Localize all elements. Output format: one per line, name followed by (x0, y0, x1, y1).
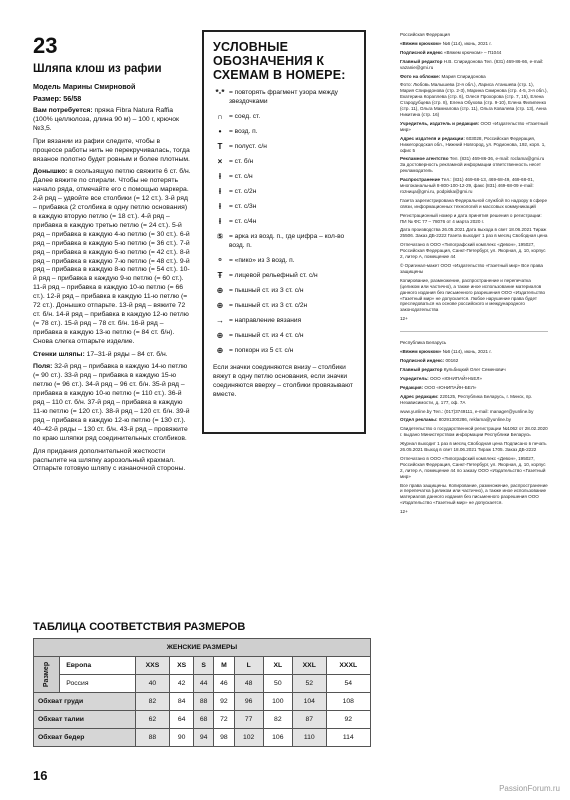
measure-cell: 94 (194, 729, 214, 747)
russia-size-cell: 40 (135, 675, 170, 693)
measure-cell: 62 (135, 711, 170, 729)
legend-text: = соед. ст. (229, 113, 261, 120)
imprint-text: №6 (114), июнь, 2021 г. (442, 40, 492, 46)
imprint-label: Рекламное агентство (400, 156, 450, 162)
imprint-text: Регистрационный номер и дата принятия решения о регистрации: ПИ № ФС 77 – 78076 от 4 марта 2020 г. (400, 212, 542, 224)
imprint-russia (400, 32, 548, 313)
age-rating-by: 12+ (400, 509, 408, 515)
size-table (33, 638, 371, 747)
materials-label: Вам потребуется: (33, 107, 93, 114)
legend-text: = ст. с/4н (229, 218, 257, 225)
imprint-belarus (400, 340, 548, 506)
imprint-text: «Вяжем крючком» – П1044 (443, 49, 502, 55)
measure-cell: 72 (214, 711, 234, 729)
europe-size-cell: S (194, 657, 214, 675)
legend-row (213, 346, 356, 355)
article-size: Размер: 56/58 (33, 94, 82, 103)
russia-size-cell: 42 (170, 675, 194, 693)
legend-row (213, 142, 356, 151)
finish-paragraph: Для придания дополнительной жесткости распылите на шляпку аэрозольный крахмал. Отпарьте готовую шляпу с изнаночной стороны. (33, 447, 186, 473)
measure-row (34, 711, 371, 729)
stitch-symbol-icon: ƚ (218, 217, 222, 226)
stitch-symbol-icon: *-* (215, 88, 225, 97)
legend-row (213, 256, 356, 265)
imprint-line (400, 367, 548, 373)
europe-row (34, 657, 371, 675)
legend-row (213, 217, 356, 226)
imprint-text: Газета зарегистрирована Федеральной службой по надзору в сфере связи, информационных технологий и массовых коммуникаций (400, 197, 548, 209)
imprint-label: Редакция: (400, 384, 425, 390)
measure-cell: 110 (292, 729, 326, 747)
imprint-text: Российская Федерация (400, 32, 450, 37)
imprint-line (400, 32, 548, 38)
europe-size-cell: XXXL (326, 657, 370, 675)
measure-cell: 98 (214, 729, 234, 747)
europe-size-cell: XXS (135, 657, 170, 675)
imprint-label: «Вяжем крючком» (400, 349, 443, 355)
imprint-line (400, 441, 548, 453)
symbols-legend (202, 30, 366, 434)
imprint-text: Н.В. Спиридонова Тел. (831) 469-86-66, e-mail: vazanie@gmi.ru (400, 58, 544, 70)
brim-label: Поля: (33, 363, 53, 371)
size-caption-row (34, 639, 371, 657)
article-number: 23 (33, 33, 58, 58)
measure-cell: 64 (170, 711, 194, 729)
legend-text: = ст. с/3н (229, 203, 257, 210)
imprint-line (400, 74, 548, 80)
imprint-text: Свидетельство о государственной регистрации №1062 от 28.02.2020 г. выдано Министерством информации Республики Беларусь (400, 426, 548, 438)
russia-size-cell: 48 (234, 675, 263, 693)
bottom-label: Донышко: (33, 168, 68, 176)
legend-text: = пышный ст. из 3 ст. с/н (229, 287, 304, 294)
intro-paragraph: При вязании из рафии следите, чтобы в процессе работы нить не перекручивалась, тогда вязаное полотно будет ровным и более плотным. (33, 137, 190, 163)
europe-size-cell: XXL (292, 657, 326, 675)
size-table-body (34, 639, 371, 747)
measure-cell: 106 (263, 729, 292, 747)
stitch-symbol-icon: ᵒ (218, 256, 222, 265)
europe-label: Европа (60, 657, 135, 675)
size-vertical-label (34, 657, 60, 693)
measure-cell: 100 (263, 693, 292, 711)
measure-cell: 92 (326, 711, 370, 729)
imprint-label: Распространение (400, 177, 442, 183)
stitch-symbol-icon: ⑤ (216, 232, 224, 241)
measure-label: Обхват бедер (34, 729, 136, 747)
legend-note: Если значки соединяются внизу – столбики вяжут в одну петлю основания, если значки соединяются вверху – столбики провязывают вместе. (213, 364, 353, 398)
russia-row (34, 675, 371, 693)
walls-label: Стенки шляпы: (33, 350, 85, 358)
europe-size-cell: M (214, 657, 234, 675)
legend-text: = ст. с/2н (229, 188, 257, 195)
imprint-line (400, 59, 548, 71)
legend-row (213, 172, 356, 181)
imprint-text: ООО «ЮНИПАЙН-БЕЛ» (429, 375, 482, 381)
age-rating-ru: 12+ (400, 316, 408, 322)
measure-cell: 96 (234, 693, 263, 711)
imprint-text: Кульбицкий Олег Семенович (443, 366, 506, 372)
brim-paragraph (33, 363, 191, 443)
legend-row (213, 202, 356, 211)
measure-cell: 88 (194, 693, 214, 711)
measure-cell: 92 (214, 693, 234, 711)
measure-cell: 108 (326, 693, 370, 711)
imprint-label: Главный редактор (400, 58, 444, 64)
russia-size-cell: 54 (326, 675, 370, 693)
stitch-symbol-icon: ƚ (218, 202, 222, 211)
measure-cell: 77 (234, 711, 263, 729)
imprint-label: Учредитель: (400, 375, 430, 381)
materials-text: пряжа Fibra Natura Raffia (100% целлюлоза, длина 90 м) – 100 г, крючок №3,5. (33, 107, 179, 132)
stitch-symbol-icon: • (218, 127, 222, 136)
measure-cell: 84 (170, 693, 194, 711)
imprint-text: Дата производства 26.05.2021 Дата выхода в свет 18.06.2021 Тираж 25506. Заказ ДБ-2222 Газета выходит 1 раз в месяц Свободная цена (400, 227, 548, 239)
russia-size-cell: 50 (263, 675, 292, 693)
legend-row (213, 187, 356, 196)
stitch-symbol-icon: → (216, 316, 224, 325)
legend-row (213, 127, 356, 136)
imprint-line (400, 198, 548, 210)
imprint-line (400, 483, 548, 507)
legend-text: = арка из возд. п., где цифра – кол-во возд. п. (229, 233, 345, 249)
brim-text: 32-й ряд – прибавка в каждую 14-ю петлю (= 90 ст.). 33-й ряд – прибавка в каждую 15-ю петлю (= 96 ст.). 34-й ряд – 96 ст. б/н. 35-й ряд – прибавка в каждую 10-ю петлю (= 110 ст.). 36-й ряд – 110 ст. б/н. 37-й ряд – прибавка в каждую 11-ю петлю (= 120 ст.). 38-й ряд – 120 ст. б/н. 39-й ряд – прибавка в каждую 12-ю петлю (= 130 ст.). 40–42-й ряды – 130 ст. б/н. 43-й ряд – провяжите по краю шляпки ряд соединительных столбиков. (33, 363, 190, 442)
legend-row (213, 271, 356, 280)
imprint-text: Республика Беларусь (400, 340, 447, 346)
imprint-text: Отпечатано в ООО «Типографский комплекс «Девон», 195027, Российская Федерация, Санкт-Петербург, ул. Якорная, д. 10, корпус 2, литер А, помещение 44 по заказу ООО «Издательство «Газетный мир» (400, 455, 546, 479)
imprint-text: Все права защищены. Копирование, размножение, распространение и перепечатка (целиком или частично), а также иное использование материалов данного издания без письменного разрешения ООО «Издательство «Газетный мир» не допускается. (400, 482, 548, 506)
imprint-text: © Оригинал-макет ООО «Издательство «Газетный мир» Все права защищены (400, 263, 543, 274)
imprint-text: Фото: Любовь Малышева (2-я обл.), Лариса Атаншева (стр. 1), Мария Спиридонова (стр. 2-3), Марина Смирнова (стр. 4-5, 3-я обл.), Екатерина Кораплева (стр. 6), Олеся Прохорова (стр. 7, 15), Елена Стародубцева (стр. 8), Елена Обухова (стр. 9-10), Елена Филипенко (стр. 11), Ольга Мамналова (стр. 11), Ольга Ковалева (стр. 13), Анна Никитина (стр. 16) (400, 82, 548, 117)
legend-row (213, 331, 356, 340)
bottom-text: в скользящую петлю свяжите 6 ст. б/н. Далее вяжите по спирали. Чтобы не потерять начало ряда, отмечайте его с помощью маркера. 2-й ряд – удвойте все столбики (= 12 ст.). 3-й ряд – прибавка (2 столбика в одну петлю основания) в каждую вторую петлю (= 18 ст.). 4-й ряд – прибавка в каждую третью петлю (= 24 ст.). 5-й ряд – прибавка в каждую 4-ю петлю (= 30 ст.). 6-й ряд – прибавка в каждую 5-ю петлю (= 36 ст.). 7-й ряд – прибавка в каждую 6-ю петлю (= 42 ст.). 8-й ряд – прибавка в каждую 7-ю петлю (= 48 ст.). 9-й ряд – прибавка в каждую 8-ю петлю (= 54 ст.). 10-й ряд – прибавка в каждую 9-ю петлю (= 60 ст.). 11-й ряд – прибавка в каждую 10-ю петлю (= 66 ст.). 12-й ряд – прибавка в каждую 11-ю петлю (= 72 ст.). Донышко отпарьте. 13-й ряд – вяжите 72 ст. б/н. 14-й ряд – прибавка в каждую 12-ю петлю (= 78 ст.). 15-й ряд – 78 ст. б/н. 16-й ряд – прибавка в каждую 13-ю петлю (= 84 ст. б/н). Снова слегка отпарьте изделие. (33, 168, 191, 345)
europe-size-cell: XL (263, 657, 292, 675)
stitch-symbol-icon: ⊕ (216, 346, 224, 355)
imprint-line (400, 50, 548, 56)
imprint-text: №6 (114), июнь, 2021 г. (442, 349, 492, 355)
imprint-line (400, 417, 548, 423)
legend-items (213, 88, 356, 355)
measure-label: Обхват талии (34, 711, 136, 729)
imprint-text: www.yunline.by Тел.: (017)3749111, e-mail: manager@yunline.by (400, 408, 534, 414)
measure-cell: 82 (263, 711, 292, 729)
imprint-line (400, 376, 548, 382)
legend-text: = пышный ст. из 3 ст. с/2н (229, 302, 308, 309)
imprint-line (400, 385, 548, 391)
imprint-text: Отпечатано в ООО «Типографский комплекс «Девон», 195027, Российская Федерация, Санкт-Петербург, ул. Якорная, д. 10, корпус 2, литер А, помещение 44 (400, 242, 546, 260)
measure-row (34, 729, 371, 747)
imprint-line (400, 82, 548, 117)
imprint-label: Адрес издателя и редакции: (400, 135, 467, 141)
imprint-line (400, 177, 548, 195)
bottom-paragraph (33, 168, 191, 346)
imprint-line (400, 358, 548, 364)
imprint-text: 603028, Российская Федерация, Нижегородская обл., Нижний Новгород, ул. Родионова, 192, корп. 1, офис 5 (400, 135, 546, 153)
imprint-text: ООО «ЮНИПАЙН-БЕЛ» (424, 384, 477, 390)
imprint-text: 00162 (445, 358, 459, 364)
imprint-text: ООО «Издательство «Газетный мир» (400, 120, 548, 132)
walls-text: 17–31-й ряды – 84 ст. б/н. (84, 350, 168, 358)
imprint-label: «Вяжем крючком» (400, 40, 443, 46)
russia-label: Россия (60, 675, 135, 693)
measure-label: Обхват груди (34, 693, 136, 711)
legend-text: = пышный ст. из 4 ст. с/н (229, 332, 304, 339)
stitch-symbol-icon: ƚ (218, 172, 222, 181)
stitch-symbol-icon: ⊕ (216, 286, 224, 295)
imprint-label: Отдел рекламы: (400, 417, 439, 423)
imprint-text: Копирование, размножение, распространение и перепечатка (целиком или частично), а также иное использование материалов данного издания без письменного разрешения ООО «Издательство «Газетный мир» не допускается. Любое нарушение права будет преследоваться на основе российского и международного законодательства (400, 277, 546, 313)
article-column (33, 34, 191, 478)
russia-size-cell: 46 (214, 675, 234, 693)
imprint-line (400, 41, 548, 47)
size-caption: ЖЕНСКИЕ РАЗМЕРЫ (34, 639, 371, 657)
stitch-symbol-icon: ⊕ (216, 301, 224, 310)
watermark: PassionForum.ru (499, 784, 560, 793)
imprint-column (400, 32, 548, 524)
materials-paragraph (33, 107, 191, 134)
imprint-label: Подписной индекс: (400, 358, 446, 364)
legend-text: = повторять фрагмент узора между звездочками (229, 89, 338, 105)
measure-cell: 68 (194, 711, 214, 729)
legend-text: = ст. б/н (229, 158, 254, 165)
measure-cell: 114 (326, 729, 370, 747)
measure-cell: 88 (135, 729, 170, 747)
imprint-text: Мария Спиридонова (441, 73, 486, 79)
legend-text: = попкорн из 5 ст. с/н (229, 347, 294, 354)
legend-row (213, 286, 356, 295)
imprint-line (400, 278, 548, 313)
article-title: Шляпа клош из рафии (33, 63, 162, 75)
imprint-label: Учредитель, издатель и редакция: (400, 120, 481, 126)
imprint-line (400, 156, 548, 174)
measure-cell: 87 (292, 711, 326, 729)
size-vertical-text: Размер (43, 661, 51, 688)
imprint-line (400, 340, 548, 346)
stitch-symbol-icon: Ŧ (217, 271, 223, 280)
measure-cell: 82 (135, 693, 170, 711)
legend-text: = направление вязания (229, 317, 302, 324)
measure-cell: 102 (234, 729, 263, 747)
imprint-line (400, 121, 548, 133)
stitch-symbol-icon: ƚ (218, 187, 222, 196)
legend-row (213, 157, 356, 166)
imprint-label: Подписной индекс (400, 49, 444, 55)
imprint-line (400, 136, 548, 154)
measure-cell: 104 (292, 693, 326, 711)
imprint-text: Тел.: (831) 469-68-13, 469-68-49, 469-68-01, многоканальный 8-800-100-12-29, факс (831) 469-68-09 e-mail: rozница@gmi.ru, podpiska@gmi.ru (400, 177, 535, 194)
legend-text: = «пико» из 3 возд. п. (229, 257, 295, 264)
imprint-label: Адрес редакции: (400, 393, 440, 399)
imprint-line (400, 394, 548, 406)
measure-row (34, 693, 371, 711)
imprint-text: Тел. (831) 469-86-36, e-mail: roclama@gmi.ru За достоверность рекламной информации ответственность несет рекламодатель (400, 156, 545, 174)
legend-text: = полуст. с/н (229, 143, 267, 150)
europe-size-cell: XS (170, 657, 194, 675)
measure-cell: 90 (170, 729, 194, 747)
imprint-line (400, 456, 548, 480)
imprint-divider (400, 331, 548, 332)
imprint-text: 80291300286, reklama@yunline.by (438, 417, 512, 423)
imprint-label: Фото на обложке: (400, 73, 442, 79)
imprint-text: Журнал выходит 1 раз в месяц Свободная цена Подписано в печать 26.05.2021 Выход в свет 18.06.2021 Тираж 1705. Заказ ДБ-2222 (400, 441, 547, 453)
imprint-line (400, 349, 548, 355)
imprint-text: 220125, Республика Беларусь, г. Минск, пр. Независимости, д. 177, оф. 7А (400, 393, 533, 405)
imprint-line (400, 426, 548, 438)
legend-row (213, 301, 356, 310)
stitch-symbol-icon: ⊕ (216, 331, 224, 340)
legend-text: = возд. п. (229, 128, 258, 135)
imprint-line (400, 242, 548, 260)
russia-size-cell: 44 (194, 675, 214, 693)
europe-size-cell: L (234, 657, 263, 675)
legend-title: УСЛОВНЫЕ ОБОЗНАЧЕНИЯ К СХЕМАМ В НОМЕРЕ: (213, 40, 346, 82)
stitch-symbol-icon: T (217, 142, 223, 151)
article-author: Модель Марины Смирновой (33, 82, 136, 91)
legend-text: = ст. с/н (229, 173, 253, 180)
sizes-title: ТАБЛИЦА СООТВЕТСТВИЯ РАЗМЕРОВ (33, 621, 246, 633)
imprint-label: Главный редактор (400, 366, 444, 372)
walls-paragraph (33, 351, 191, 360)
stitch-symbol-icon: ∩ (217, 112, 223, 121)
legend-row (213, 112, 356, 121)
page-number: 16 (33, 768, 48, 783)
legend-row (213, 88, 356, 106)
imprint-line (400, 213, 548, 225)
legend-row (213, 316, 356, 325)
russia-size-cell: 52 (292, 675, 326, 693)
imprint-line (400, 409, 548, 415)
legend-row (213, 232, 356, 250)
stitch-symbol-icon: × (217, 157, 223, 166)
imprint-line (400, 227, 548, 239)
imprint-line (400, 263, 548, 275)
legend-text: = лицевой рельефный ст. с/н (229, 272, 318, 279)
